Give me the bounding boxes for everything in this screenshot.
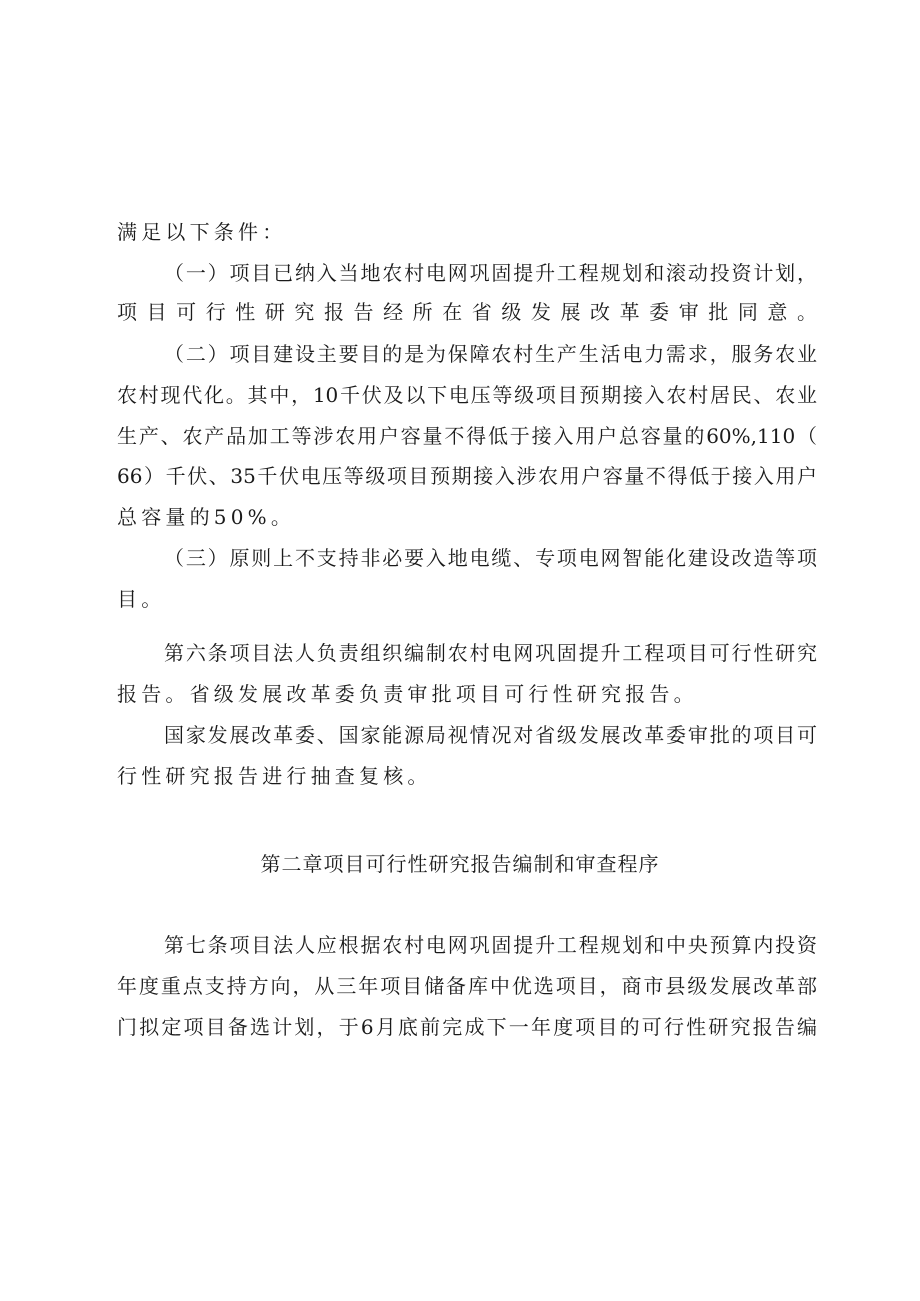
text-line: 项目可行性研究报告经所在省级发展改革委审批同意。 <box>117 300 817 324</box>
text-line: 生产、农产品加工等涉农用户容量不得低于接入用户总容量的60%,110（ <box>117 424 817 448</box>
text-line: 门拟定项目备选计划，于6月底前完成下一年度项目的可行性研究报告编 <box>117 1015 817 1039</box>
text-line: 行性研究报告进行抽查复核。 <box>117 764 432 788</box>
text-line: （一）项目已纳入当地农村电网巩固提升工程规划和滚动投资计划， <box>164 261 817 285</box>
text-line: （三）原则上不支持非必要入地电缆、专项电网智能化建设改造等项 <box>164 546 817 570</box>
text-line: 目。 <box>117 587 166 611</box>
text-line: 满足以下条件： <box>117 220 287 244</box>
text-line: 66）千伏、35千伏电压等级项目预期接入涉农用户容量不得低于接入用户 <box>117 464 817 488</box>
text-line: 国家发展改革委、国家能源局视情况对省级发展改革委审批的项目可 <box>164 723 817 747</box>
text-line: 第七条项目法人应根据农村电网巩固提升工程规划和中央预算内投资 <box>164 933 817 957</box>
text-line: 农村现代化。其中，10千伏及以下电压等级项目预期接入农村居民、农业 <box>117 383 817 407</box>
chapter-heading: 第二章项目可行性研究报告编制和审查程序 <box>260 852 660 876</box>
text-line: 报告。省级发展改革委负责审批项目可行性研究报告。 <box>117 682 698 706</box>
text-line: 总容量的50%。 <box>117 505 296 529</box>
text-line: 年度重点支持方向，从三年项目储备库中优选项目，商市县级发展改革部 <box>117 974 817 998</box>
text-line: 第六条项目法人负责组织编制农村电网巩固提升工程项目可行性研究 <box>164 641 817 665</box>
text-line: （二）项目建设主要目的是为保障农村生产生活电力需求，服务农业 <box>164 342 817 366</box>
